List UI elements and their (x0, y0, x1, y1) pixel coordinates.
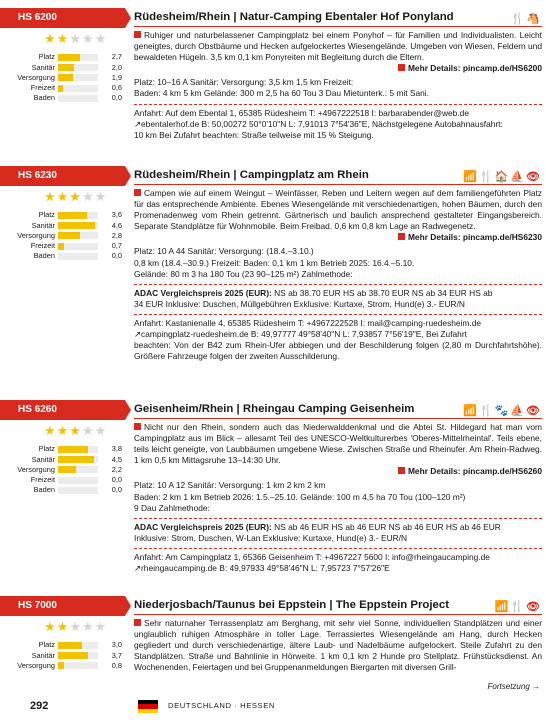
ratings-table (14, 210, 122, 261)
entry-address: Anfahrt: Auf dem Ebental 1, 65385 Rüdesheim T: +4967222518 I: barbarabender@web.de ↗ebentalerhof.de B: 50,00272 50°0'10"N L: 7,91013 7°54'36"E, Nächstgelegene Autobahnausfahrt: 10 km Bei Zufahrt beachten: Straße teilweise mit 15 % Steigung. (134, 104, 542, 141)
tag-arrow (125, 8, 131, 28)
ratings-table (14, 640, 122, 671)
page-footer (0, 682, 546, 720)
entry-body (134, 400, 542, 574)
entry-title: Rüdesheim/Rhein | Campingplatz am Rhein 📶🍴🏠⛵👁 (134, 166, 542, 185)
rating-row: Platz 2,7 (38, 52, 122, 62)
entry-facts: Platz: 10 A 12 Sanitär: Versorgung: 1 km 2 km 2 km Baden: 2 km 1 km Betrieb 2026: 1.5.–25.10. Gelände: 100 m 4,5 ha 70 Tou (100–120 m²) 9 Dau Zahlmethode: (134, 480, 466, 513)
rating-row: Sanitär 4,5 (31, 454, 122, 464)
rating-row: Platz 3,6 (38, 210, 122, 220)
details-link[interactable]: Mehr Details: pincamp.de/HS6230 (407, 232, 542, 243)
rating-row: Freizeit 0,6 (30, 83, 122, 93)
entry-description: Ruhiger und naturbelassener Campingplatz bei einem Ponyhof – für Familien und Individualisten. Leicht geneigtes, durch Obstbäume und Hecken aufgelockertes Wiesengelände. Umgeben von Wiesen, Feldern und bewaldeten Hügeln. 3,5 km 0,1 km Ponyreiten mit Begleitung durch die Eltern. Mehr Details: pincamp.de/HS6200 (134, 30, 542, 74)
entry-code: HS 7000 (0, 596, 125, 616)
amenity-icons: 📶🍴🏠⛵👁 (463, 170, 542, 183)
entry-description: Nicht nur den Rhein, sondern auch das Niederwalddenkmal und die Abtei St. Hildegard hat man vom Campingplatz aus im Blick – allesamt Teil des UNESCO-Weltkulturerbes 'Oberes-Mittelrheintal'. Teils ebene, teils leicht geneigte, von Laubbäumen umgebene Wiese. Zwischen Straße und Rheinufer. Am Rhein-Radweg. 1 km 0,5 km Mittagsruhe 13–14:30 Uhr. Mehr Details: pincamp.de/HS6260 (134, 422, 542, 477)
rating-row: Versorgung 2,8 (17, 230, 122, 240)
entry-title: Geisenheim/Rhein | Rheingau Camping Geisenheim 📶🍴🐾⛵👁 (134, 400, 542, 419)
entry-price: ADAC Vergleichspreis 2025 (EUR): NS ab 38.70 EUR HS ab 38.70 EUR NS ab 34 EUR HS ab 34 EUR Inklusive: Duschen, Müllgebühren Exklusive: Kurtaxe, Strom, Hund(e) 3.- EUR/N (134, 284, 542, 310)
tag-arrow (125, 596, 131, 616)
square-bullet-icon (134, 189, 141, 196)
square-bullet-icon (134, 423, 141, 430)
page-number: 292 (30, 700, 49, 712)
entry-address: Anfahrt: Kastanienalle 4, 65385 Rüdesheim T: +4967222528 I: mail@camping-ruedesheim.de ↗campingplatz-ruedesheim.de B: 49,97777 49°58'40"N L: 7,93857 7°56'19"E, Bei Zufahrt beachten: Von der B42 zum Rhein-Ufer abbiegen und der Beschilderung folgen (2,80 m Durchfahrtshöhe). Größere Fahrzeuge folgen der zweiten Ausschilderung. (134, 314, 542, 362)
continued-label: Fortsetzung → (487, 682, 540, 691)
details-link[interactable]: Mehr Details: pincamp.de/HS6260 (407, 466, 542, 477)
star-rating: ★★★★★ (44, 620, 108, 635)
entry-facts: Platz: 10–16 A Sanitär: Versorgung: 3,5 km 1,5 km Freizeit: Baden: 4 km 5 km Gelände: 300 m 2,5 ha 60 Tou 3 Dau Mietunterk.: 5 mit Sani. (134, 77, 429, 99)
region-label: DEUTSCHLAND · HESSEN (168, 701, 275, 710)
amenity-icons: 🍴🐴 (510, 12, 542, 25)
entry-body (134, 8, 542, 141)
star-rating: ★★★★★ (44, 190, 108, 205)
entry-code: HS 6260 (0, 400, 125, 420)
square-bullet-icon (398, 64, 405, 71)
amenity-icons: 📶🍴👁 (494, 600, 542, 613)
rating-row: Sanitär 2,0 (31, 62, 122, 72)
details-link[interactable]: Mehr Details: pincamp.de/HS6200 (407, 63, 542, 74)
entry-code: HS 6230 (0, 166, 125, 186)
entry-code: HS 6200 (0, 8, 125, 28)
rating-row: Platz 3,8 (38, 444, 122, 454)
entry-title: Niederjosbach/Taunus bei Eppstein | The Eppstein Project 📶🍴👁 (134, 596, 542, 615)
entry-body (134, 166, 542, 362)
rating-row: Versorgung 1,9 (17, 72, 122, 82)
rating-row: Versorgung 2,2 (17, 464, 122, 474)
rating-row: Freizeit 0,0 (30, 475, 122, 485)
square-bullet-icon (398, 467, 405, 474)
rating-row: Freizeit 0,7 (30, 241, 122, 251)
germany-flag-icon (138, 700, 158, 713)
ratings-table (14, 444, 122, 495)
entry-body (134, 596, 542, 673)
entry-price: ADAC Vergleichspreis 2025 (EUR): NS ab 46 EUR HS ab 46 EUR NS ab 46 EUR HS ab 46 EUR Inklusive: Strom, Duschen, W-Lan Exklusive: Kurtaxe, Hund(e) 3.- EUR/N (134, 518, 542, 544)
tag-arrow (125, 166, 131, 186)
ratings-table (14, 52, 122, 103)
rating-row: Baden 0,0 (33, 485, 122, 495)
entry-address: Anfahrt: Am Campingplatz 1, 65366 Geisenheim T: +4967227 5600 I: info@rheingaucamping.de ↗rheingaucamping.de B: 49,97933 49°58'46"N L: 7,95723 7°57'26"E (134, 548, 542, 574)
rating-row: Baden 0,0 (33, 251, 122, 261)
tag-arrow (125, 400, 131, 420)
rating-row: Baden 0,0 (33, 93, 122, 103)
rating-row: Sanitär 3,7 (31, 650, 122, 660)
star-rating: ★★★★★ (44, 424, 108, 439)
rating-row: Sanitär 4,6 (31, 220, 122, 230)
rating-row: Versorgung 0,8 (17, 660, 122, 670)
entry-description: Sehr naturnaher Terrassenplatz am Berghang, mit sehr viel Sonne, individuellen Standplätzen und einer unglaublich ruhigen Atmosphäre in toller Lage. Terrassiertes Wiesengelände am Hang, durch Hecken gegliedert und durch verschiedenartige, ältere Laub- und Nadelbäume aufgelockert. Steile Zufahrt zu den Standplätzen. Straße und Bahnlinie in Hörweite. 1 km 0,1 km 2 Hunde pro Stellplatz. Frühstücksdienst. An Wochenenden, Feiertagen und bei Gruppenanmeldungen Biergarten mit diversen Grill- (134, 618, 543, 673)
rating-row: Platz 3,0 (38, 640, 122, 650)
square-bullet-icon (134, 619, 141, 626)
entry-description: Campen wie auf einem Weingut – Weinfässer, Reben und Leitern wegen auf dem familiengeführten Platz für das entsprechende Ambiente. Ebenes Wiesengelände mit verschiedenartigen, hohen Bäumen, durch den Promenadenweg vom Rhein getrennt. Gärtnerisch und baulich ansprechend gestalteter Eingangsbereich. Separate Standplätze für Wohnmobile. Beim Freibad. 0,6 km 0,8 km Lage an Radwegenetz. Mehr Details: pincamp.de/HS6230 (134, 188, 542, 243)
entry-title: Rüdesheim/Rhein | Natur-Camping Ebentaler Hof Ponyland 🍴🐴 (134, 8, 542, 27)
star-rating: ★★★★★ (44, 32, 108, 47)
square-bullet-icon (134, 31, 141, 38)
entry-facts: Platz: 10 A 44 Sanitär: Versorgung: (18.4.–3.10.) 0,8 km (18.4.–30.9.) Freizeit: Baden: 0,1 km 1 km Betrieb 2025: 16.4.–5.10. Gelände: 80 m 3 ha 180 Tou (23 90–125 m²) Zahlmethode: (134, 246, 415, 279)
amenity-icons: 📶🍴🐾⛵👁 (463, 404, 542, 417)
square-bullet-icon (398, 233, 405, 240)
